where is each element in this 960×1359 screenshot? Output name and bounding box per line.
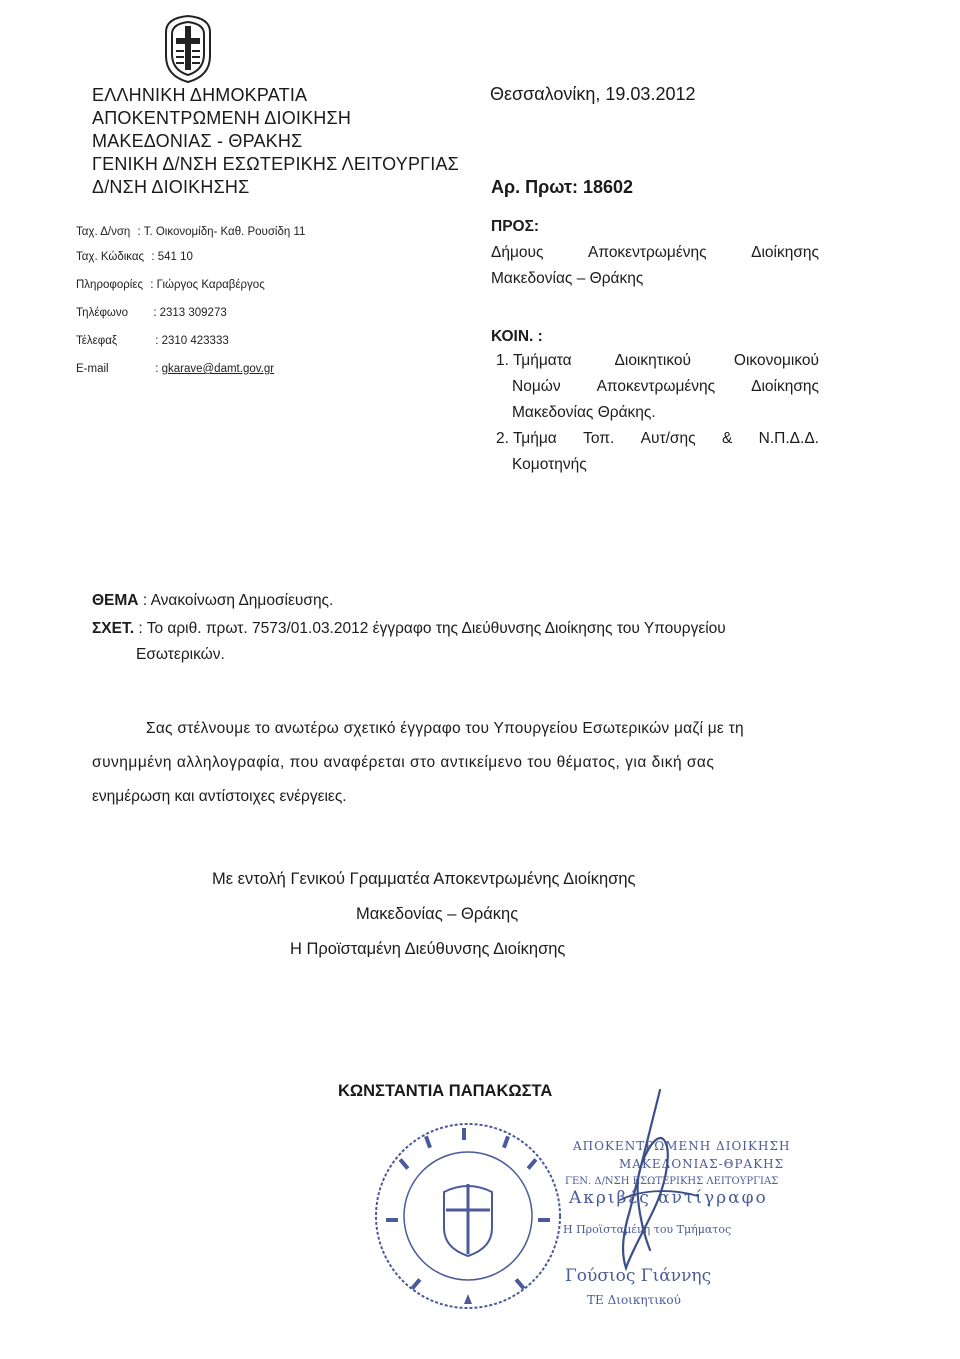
- org-header: [92, 84, 459, 199]
- word: Αποκεντρωμένης: [596, 378, 716, 395]
- recipients-to-line2: Μακεδονίας – Θράκης: [491, 270, 644, 287]
- subject-text: : Ανακοίνωση Δημοσίευσης.: [142, 592, 334, 609]
- stamp-line: ΑΠΟΚΕΝΤΡΩΜΕΝΗ ΔΙΟΙΚΗΣΗ: [573, 1139, 791, 1153]
- stamp-line: ΤΕ Διοικητικού: [587, 1293, 681, 1307]
- body-line: ενημέρωση και αντίστοιχες ενέργειες.: [92, 788, 347, 805]
- stamp-line: ΓΕΝ. Δ/ΝΣΗ ΕΣΩΤΕΡΙΚΗΣ ΛΕΙΤΟΥΡΓΙΑΣ: [565, 1176, 779, 1187]
- contact-label: Τέλεφαξ: [76, 335, 118, 347]
- signatory-name: ΚΩΝΣΤΑΝΤΙΑ ΠΑΠΑΚΩΣΤΑ: [338, 1082, 553, 1100]
- contact-value: : Τ. Οικονομίδη- Καθ. Ρουσίδη 11: [137, 226, 306, 238]
- subject-line: [92, 592, 333, 610]
- contact-row: [76, 363, 356, 375]
- org-line: ΜΑΚΕΔΟΝΙΑΣ - ΘΡΑΚΗΣ: [92, 131, 303, 151]
- word: &: [721, 430, 733, 447]
- place-date: Θεσσαλονίκη, 19.03.2012: [490, 84, 696, 104]
- word: Δήμους: [491, 244, 544, 261]
- word: Διοίκησης: [751, 378, 819, 395]
- body-line: Σας στέλνουμε το ανωτέρω σχετικό έγγραφο του Υπουργείου Εσωτερικών μαζί με τη: [146, 720, 744, 737]
- stamp-line: Ακριβές αντίγραφο: [569, 1188, 768, 1208]
- contact-value: :: [155, 363, 162, 375]
- recipients-to-line1: [491, 244, 819, 262]
- reference-label: ΣΧΕΤ.: [92, 620, 135, 637]
- contact-row: [76, 335, 356, 347]
- reference-line: [92, 620, 726, 638]
- recipients-cc-label: ΚΟΙΝ. :: [491, 328, 543, 345]
- contact-row: [76, 226, 356, 238]
- contact-row: [76, 251, 356, 263]
- word: Αποκεντρωμένης: [588, 244, 707, 261]
- greek-coat-of-arms-icon: [160, 12, 216, 84]
- contact-row: [76, 279, 356, 291]
- contact-value: : 2313 309273: [153, 307, 227, 319]
- reference-text: : Το αριθ. πρωτ. 7573/01.03.2012 έγγραφο της Διεύθυνσης Διοίκησης του Υπουργείου: [138, 620, 726, 637]
- reference-line2: Εσωτερικών.: [136, 646, 225, 663]
- org-line: ΑΠΟΚΕΝΤΡΩΜΕΝΗ ΔΙΟΙΚΗΣΗ: [92, 108, 352, 128]
- stamp-line: Γούσιος Γιάννης: [565, 1266, 712, 1286]
- contact-label: Ταχ. Δ/νση: [76, 226, 131, 238]
- recipients-cc1-line1: [496, 352, 819, 370]
- recipients-cc2-line2: Κομοτηνής: [512, 456, 587, 473]
- contact-value: : 541 10: [151, 251, 193, 263]
- body-line: συνημμένη αλληλογραφία, που αναφέρεται στο αντικείμενο του θέματος, για δική σας: [92, 754, 715, 771]
- subject-label: ΘΕΜΑ: [92, 592, 139, 609]
- closing-line: Η Προϊσταμένη Διεύθυνσης Διοίκησης: [290, 940, 566, 958]
- contact-label: Πληροφορίες: [76, 279, 144, 291]
- word: Οικονομικού: [733, 352, 819, 369]
- word: 1. Τμήματα: [496, 352, 572, 369]
- protocol-number: Αρ. Πρωτ: 18602: [491, 177, 634, 197]
- contact-label: E-mail: [76, 363, 109, 375]
- org-line: ΓΕΝΙΚΗ Δ/ΝΣΗ ΕΣΩΤΕΡΙΚΗΣ ΛΕΙΤΟΥΡΓΙΑΣ: [92, 154, 459, 174]
- stamp-line: ΜΑΚΕΔΟΝΙΑΣ-ΘΡΑΚΗΣ: [619, 1157, 785, 1171]
- stamp-line: Η Προϊσταμένη του Τμήματος: [563, 1223, 732, 1236]
- handwritten-signature-icon: [580, 1080, 710, 1320]
- word: 2. Τμήμα: [496, 430, 557, 447]
- org-line: Δ/ΝΣΗ ΔΙΟΙΚΗΣΗΣ: [92, 177, 250, 197]
- recipients-cc2-line1: [496, 430, 819, 448]
- official-seal-icon: [366, 1118, 570, 1314]
- closing-line: Μακεδονίας – Θράκης: [356, 905, 519, 923]
- recipients-cc1-line2: [512, 378, 819, 396]
- word: Διοίκησης: [751, 244, 819, 261]
- contact-label: Ταχ. Κώδικας: [76, 251, 145, 263]
- contact-label: Τηλέφωνο: [76, 307, 129, 319]
- word: Διοικητικού: [614, 352, 691, 369]
- word: Τοπ.: [583, 430, 615, 447]
- word: Ν.Π.Δ.Δ.: [758, 430, 819, 447]
- word: Αυτ/σης: [640, 430, 696, 447]
- closing-line: Με εντολή Γενικού Γραμματέα Αποκεντρωμένης Διοίκησης: [212, 870, 636, 888]
- contact-value: : 2310 423333: [155, 335, 229, 347]
- email-link[interactable]: gkarave@damt.gov.gr: [161, 363, 275, 375]
- word: Νομών: [512, 378, 561, 395]
- contact-value: : Γιώργος Καραβέργος: [150, 279, 265, 291]
- org-line: ΕΛΛΗΝΙΚΗ ΔΗΜΟΚΡΑΤΙΑ: [92, 85, 308, 105]
- recipients-to-label: ΠΡΟΣ:: [491, 218, 540, 235]
- recipients-cc1-line3: Μακεδονίας Θράκης.: [512, 404, 656, 421]
- contact-row: [76, 307, 356, 319]
